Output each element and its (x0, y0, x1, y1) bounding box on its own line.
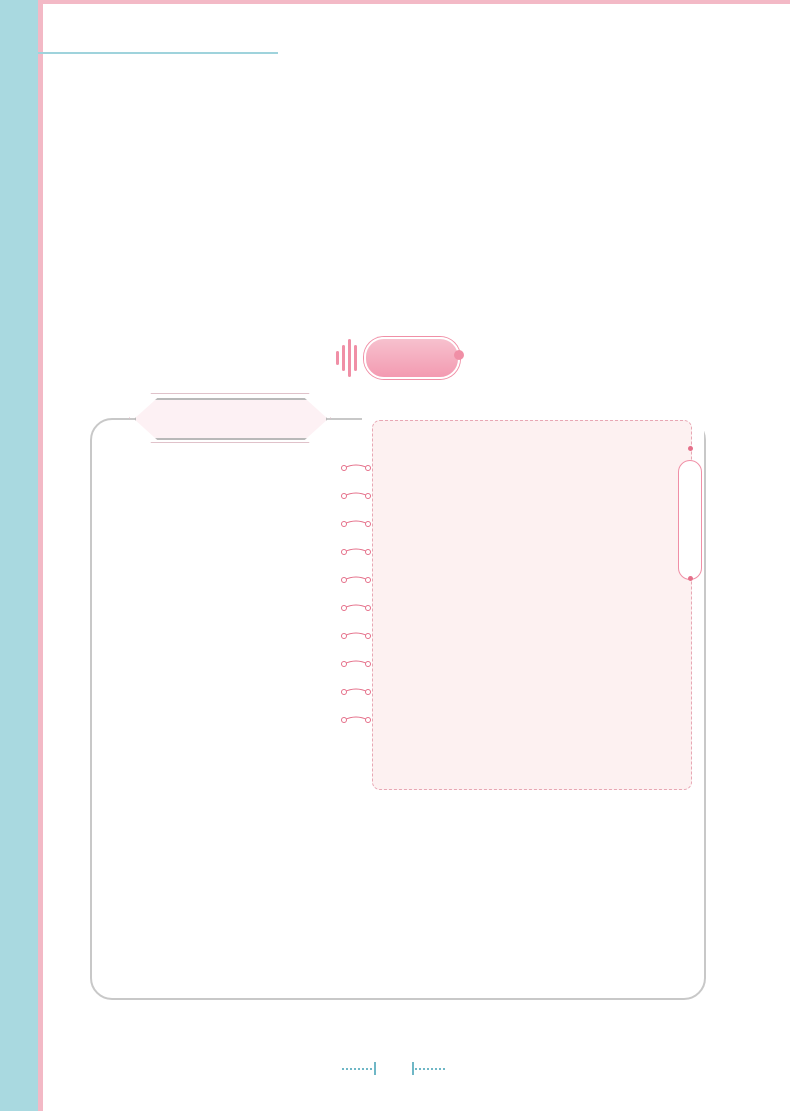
header-underline (38, 52, 278, 54)
page-number-bar-left (374, 1062, 376, 1075)
page-number-bar-right (412, 1062, 414, 1075)
section-badge (364, 337, 460, 379)
page-number-dots-right (415, 1068, 445, 1070)
header-bar (38, 0, 790, 4)
page-number-dots-left (342, 1068, 372, 1070)
section-heading (330, 332, 470, 382)
vocab-label (678, 460, 702, 580)
page-spine (0, 0, 38, 1111)
link-connectors (340, 462, 390, 752)
badge-dot (454, 350, 464, 360)
vocab-box (372, 420, 692, 790)
essay-title (136, 400, 322, 434)
spine-edge (38, 0, 43, 1111)
dot (688, 446, 693, 451)
sound-bars-decoration (330, 338, 366, 378)
dot (688, 576, 693, 581)
